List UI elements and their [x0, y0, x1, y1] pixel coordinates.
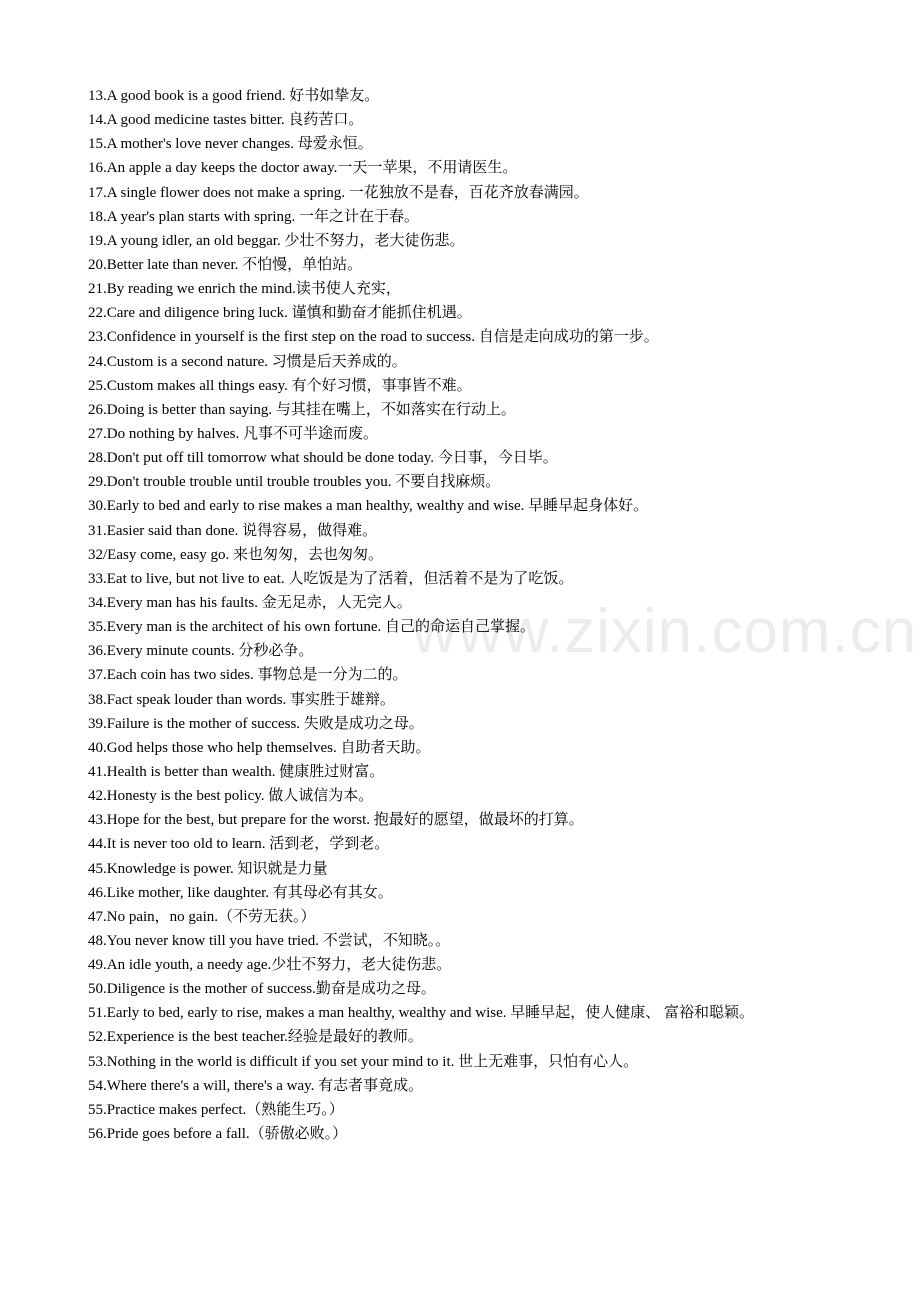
proverb-line: 30.Early to bed and early to rise makes a man healthy, wealthy and wise. 早睡早起身体好。	[88, 498, 649, 515]
proverb-line: 49.An idle youth, a needy age.少壮不努力，老大徒伤悲。	[88, 957, 452, 974]
proverb-line: 24.Custom is a second nature. 习惯是后天养成的。	[88, 353, 407, 370]
proverb-line: 48.You never know till you have tried. 不尝试，不知晓。。	[88, 932, 451, 949]
proverb-line: 37.Each coin has two sides. 事物总是一分为二的。	[88, 667, 408, 684]
proverb-line: 43.Hope for the best, but prepare for the worst. 抱最好的愿望，做最坏的打算。	[88, 812, 584, 829]
proverb-line: 26.Doing is better than saying. 与其挂在嘴上，不如落实在行动上。	[88, 401, 516, 418]
proverb-line: 41.Health is better than wealth. 健康胜过财富。	[88, 763, 385, 780]
proverb-line: 18.A year's plan starts with spring. 一年之计在于春。	[88, 208, 420, 225]
proverb-line: 33.Eat to live, but not live to eat. 人吃饭是为了活着，但活着不是为了吃饭。	[88, 570, 574, 587]
proverb-line: 13.A good book is a good friend. 好书如挚友。	[88, 88, 380, 104]
proverb-line: 23.Confidence in yourself is the first step on the road to success. 自信是走向成功的第一步。	[88, 329, 659, 346]
proverb-line: 21.By reading we enrich the mind.读书使人充实，	[88, 281, 401, 298]
proverb-line: 19.A young idler, an old beggar. 少壮不努力，老大徒伤悲。	[88, 232, 465, 249]
proverb-line: 20.Better late than never. 不怕慢，单怕站。	[88, 256, 363, 273]
proverb-line: 53.Nothing in the world is difficult if you set your mind to it. 世上无难事，只怕有心人。	[88, 1053, 639, 1070]
proverb-line: 45.Knowledge is power. 知识就是力量	[88, 860, 328, 877]
proverb-line: 35.Every man is the architect of his own fortune. 自己的命运自己掌握。	[88, 619, 535, 636]
watermark: www.zixin.com.cn	[412, 597, 918, 666]
proverb-line: 40.God helps those who help themselves. 自助者天助。	[88, 739, 431, 756]
proverb-line: 31.Easier said than done. 说得容易，做得难。	[88, 522, 378, 539]
proverb-line: 47.No pain，no gain.（不劳无获。）	[88, 908, 316, 925]
proverb-line: 42.Honesty is the best policy. 做人诚信为本。	[88, 788, 374, 805]
proverb-line: 15.A mother's love never changes. 母爱永恒。	[88, 136, 373, 153]
proverb-line: 46.Like mother, like daughter. 有其母必有其女。	[88, 884, 393, 901]
document-body	[88, 84, 908, 1146]
proverb-line: 25.Custom makes all things easy. 有个好习惯，事事皆不难。	[88, 377, 472, 394]
proverb-line: 56.Pride goes before a fall.（骄傲必败。）	[88, 1126, 348, 1143]
proverb-line: 16.An apple a day keeps the doctor away.一天一苹果，不用请医生。	[88, 160, 518, 177]
proverb-line: 28.Don't put off till tomorrow what should be done today. 今日事，今日毕。	[88, 450, 558, 467]
proverb-line: 32/Easy come, easy go. 来也匆匆，去也匆匆。	[88, 546, 383, 563]
proverb-line: 52.Experience is the best teacher.经验是最好的教师。	[88, 1029, 423, 1046]
proverb-line: 44.It is never too old to learn. 活到老，学到老。	[88, 836, 390, 853]
proverb-line: 36.Every minute counts. 分秒必争。	[88, 643, 314, 660]
proverb-line: 39.Failure is the mother of success. 失败是成功之母。	[88, 715, 424, 732]
proverb-line: 38.Fact speak louder than words. 事实胜于雄辩。	[88, 691, 396, 708]
proverb-line: 34.Every man has his faults. 金无足赤，人无完人。	[88, 594, 412, 611]
proverb-line: 54.Where there's a will, there's a way. 有志者事竟成。	[88, 1077, 424, 1094]
proverb-line: 27.Do nothing by halves. 凡事不可半途而废。	[88, 425, 378, 442]
proverb-line: 29.Don't trouble trouble until trouble troubles you. 不要自找麻烦。	[88, 474, 501, 491]
proverb-line: 22.Care and diligence bring luck. 谨慎和勤奋才能抓住机遇。	[88, 305, 472, 322]
proverb-line: 55.Practice makes perfect.（熟能生巧。）	[88, 1101, 344, 1118]
proverb-line: 14.A good medicine tastes bitter. 良药苦口。	[88, 112, 364, 129]
proverb-line: 51.Early to bed, early to rise, makes a man healthy, wealthy and wise. 早睡早起，使人健康、 富裕和聪颖。	[88, 1005, 754, 1022]
proverb-line: 17.A single flower does not make a spring. 一花独放不是春，百花齐放春满园。	[88, 184, 589, 201]
proverb-line: 50.Diligence is the mother of success.勤奋是成功之母。	[88, 981, 436, 998]
